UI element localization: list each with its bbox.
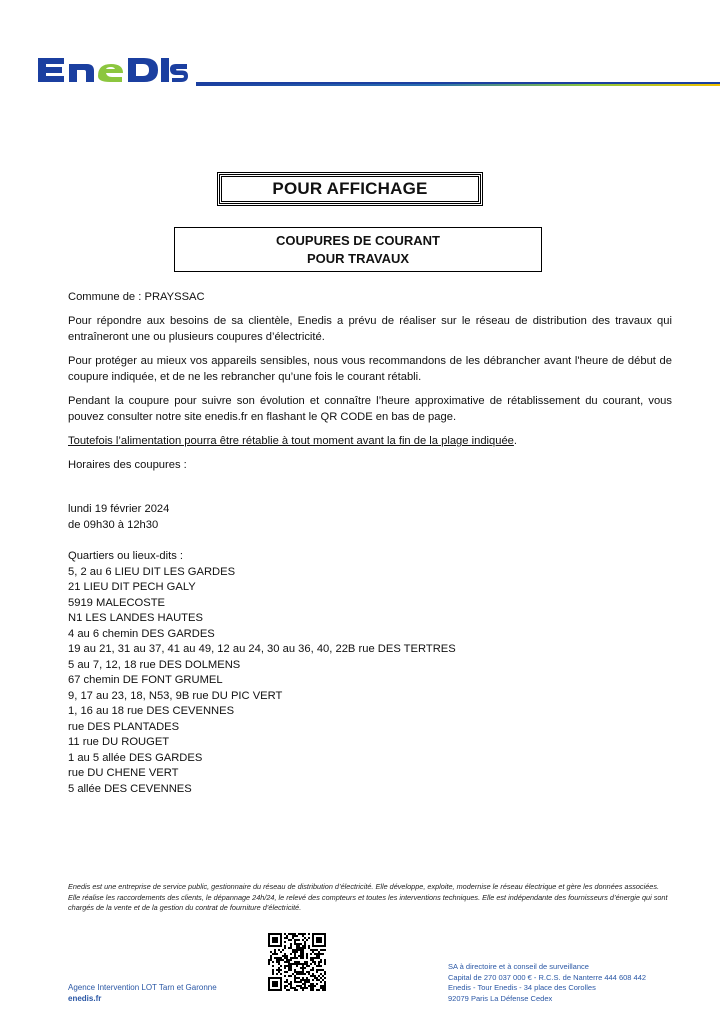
subtitle-line-2: POUR TRAVAUX [306, 250, 410, 266]
list-item: 21 LIEU DIT PECH GALY [68, 581, 196, 593]
outage-date: lundi 19 février 2024 [68, 503, 170, 515]
restore-warning: Toutefois l’alimentation pourra être rétablie à tout moment avant la fin de la plage indiquée [68, 435, 514, 447]
agency-website-link[interactable]: enedis.fr [68, 994, 102, 1003]
list-item: 5 allée DES CEVENNES [68, 782, 192, 795]
header-divider [196, 82, 720, 86]
qr-code-icon[interactable] [268, 933, 326, 991]
list-item: 5, 2 au 6 LIEU DIT LES GARDES [68, 565, 236, 578]
list-item: 1 au 5 allée DES GARDES [68, 751, 203, 764]
list-item: rue DU CHENE VERT [68, 767, 179, 779]
list-item: 1, 16 au 18 rue DES CEVENNES [68, 705, 235, 717]
company-info [448, 962, 646, 1004]
horaires-label: Horaires des coupures : [68, 459, 187, 471]
quarters-label: Quartiers ou lieux-dits : [68, 550, 184, 562]
enedis-logo [36, 52, 188, 88]
quarters-list [68, 549, 672, 797]
paragraph-4-end: . [513, 435, 518, 447]
list-item: 9, 17 au 23, 18, N53, 9B rue DU PIC VERT [68, 689, 283, 702]
list-item: 67 chemin DE FONT GRUMEL [68, 674, 223, 686]
outage-time: de 09h30 à 12h30 [68, 519, 159, 531]
commune: Commune de : PRAYSSAC [68, 291, 205, 303]
paragraph-1: Pour répondre aux besoins de sa clientèle, Enedis a prévu de réaliser sur le réseau de distribution des travaux qui entraîneront une ou plusieurs coupures d’électricité. [68, 315, 672, 343]
company-line-2: Capital de 270 037 000 € - R.C.S. de Nanterre 444 608 442 [448, 972, 647, 982]
agency-name: Agence Intervention LOT Tarn et Garonne [68, 983, 217, 992]
list-item: 5 au 7, 12, 18 rue DES DOLMENS [68, 658, 241, 671]
paragraph-2: Pour protéger au mieux vos appareils sensibles, nous vous recommandons de les débrancher avant l'heure de début de coupure indiquée, et de ne les rebrancher qu’une fois le courant rétabli. [68, 355, 672, 383]
list-item: 19 au 21, 31 au 37, 41 au 49, 12 au 24, 30 au 36, 40, 22B rue DES TERTRES [68, 643, 456, 655]
company-line-4: 92079 Paris La Défense Cedex [448, 993, 553, 1003]
paragraph-4 [68, 433, 672, 449]
legal-notice: Enedis est une entreprise de service public, gestionnaire du réseau de distribution d’électricité. Elle développe, exploite, modernise le réseau électrique et gère les données associées. Elle réalise les raccordements des clients, le dépannage 24h/24, le relevé des compteurs et toutes les interventions techniques. Elle est indépendante des fournisseurs d’énergie qui sont chargés de la vente et de la gestion du contrat de fourniture d’électricité. [68, 882, 668, 912]
notice-body [68, 289, 672, 797]
list-item: N1 LES LANDES HAUTES [68, 612, 203, 624]
enedis-logo-icon [36, 52, 188, 88]
company-line-1: SA à directoire et à conseil de surveillance [448, 962, 589, 971]
subtitle-line-1: COUPURES DE COURANT [276, 232, 440, 248]
page-title: POUR AFFICHAGE [217, 172, 483, 206]
list-item: 11 rue DU ROUGET [68, 736, 170, 748]
paragraph-3: Pendant la coupure pour suivre son évolution et connaître l’heure approximative de rétablissement du courant, vous pouvez consulter notre site enedis.fr en flashant le QR CODE en bas de page. [68, 395, 672, 423]
schedule [68, 501, 672, 533]
agency-info [68, 982, 217, 1004]
company-line-3: Enedis - Tour Enedis - 34 place des Corolles [448, 983, 596, 992]
subtitle-box [174, 227, 542, 272]
list-item: 4 au 6 chemin DES GARDES [68, 627, 215, 640]
list-item: 5919 MALECOSTE [68, 596, 166, 609]
list-item: rue DES PLANTADES [68, 720, 180, 733]
